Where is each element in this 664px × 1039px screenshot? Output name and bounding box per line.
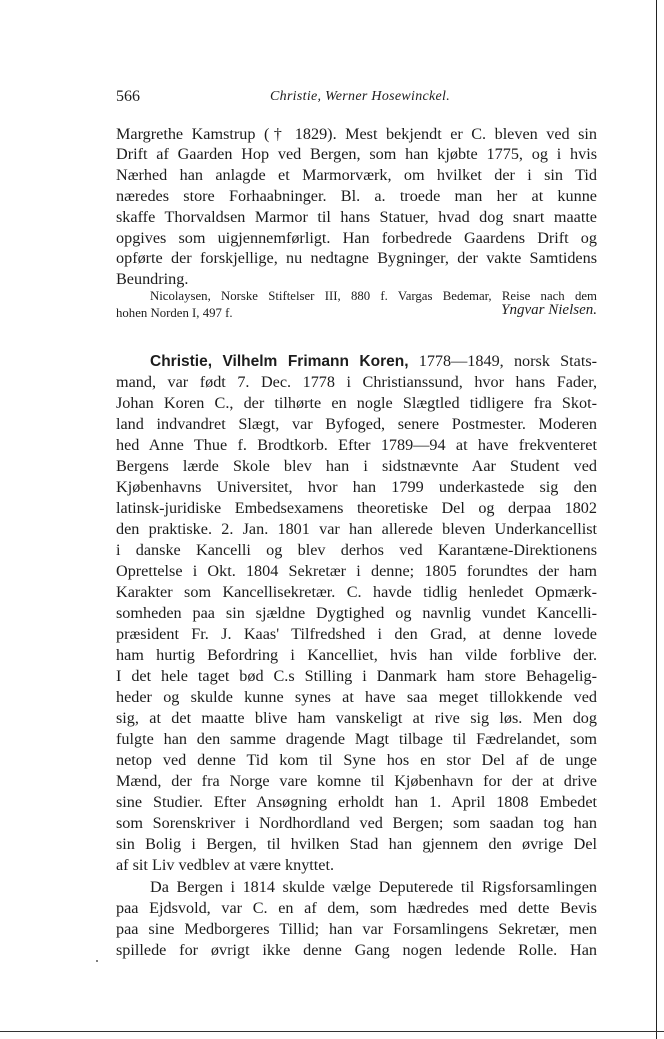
entry-first-line-rest: 1778—1849, norsk Stats- <box>408 352 598 370</box>
text-line: Beundring. <box>116 270 189 288</box>
margin-speck <box>96 960 98 962</box>
text-line: ham hurtig Befordring i Kancelliet, hvis han vilde forblive der. <box>116 646 597 664</box>
text-line: somheden paa sin sjældne Dygtighed og navnlig vundet Kancelli- <box>116 604 597 622</box>
text-line: mand, var født 7. Dec. 1778 i Christianssund, hvor hans Fader, <box>116 373 597 391</box>
text-line: Kjøbenhavns Universitet, hvor han 1799 underkastede sig den <box>116 478 597 496</box>
entry-name: Christie, Vilhelm Frimann Koren, <box>150 353 409 370</box>
author-signature: Yngvar Nielsen. <box>501 302 597 318</box>
text-line: Karakter som Kancellisekretær. C. havde tidlig henledet Opmærk- <box>116 583 597 601</box>
page-edge-right <box>656 0 657 1039</box>
text-line: latinsk-juridiske Embedsexamens theoretiske Del og derpaa 1802 <box>116 499 597 517</box>
running-head: Christie, Werner Hosewinckel. <box>270 89 451 104</box>
text-line: Nærhed han anlagde et Marmorværk, om hvilket der i sin Tid <box>116 166 597 184</box>
text-line: paa Ejdsvold, var C. en af dem, som hædredes med dette Bevis <box>116 899 597 917</box>
entry-heading-line <box>150 351 597 371</box>
text-line: I det hele taget bød C.s Stilling i Danmark ham store Behagelig- <box>116 667 597 685</box>
text-line: som Sorenskriver i Nordhordland ved Bergen; som saadan tog han <box>116 814 597 832</box>
page-number: 566 <box>116 88 140 105</box>
text-line: Da Bergen i 1814 skulde vælge Deputerede til Rigsforsamlingen <box>150 878 597 896</box>
text-line: sin Bolig i Bergen, til hvilken Stad han gjennem den øvrige Del <box>116 835 597 853</box>
text-line: Oprettelse i Okt. 1804 Sekretær i denne; 1805 forundtes der ham <box>116 562 597 580</box>
text-line: sine Studier. Efter Ansøgning erholdt han 1. April 1808 Embedet <box>116 793 597 811</box>
text-line: den praktiske. 2. Jan. 1801 var han allerede bleven Underkancellist <box>116 520 597 538</box>
text-line: præsident Fr. J. Kaas' Tilfredshed i den Grad, at denne lovede <box>116 625 597 643</box>
reference-line: Nicolaysen, Norske Stiftelser III, 880 f. Vargas Bedemar, Reise nach dem <box>150 289 597 303</box>
text-line: i danske Kancelli og blev derhos ved Karantæne-Direktionens <box>116 541 597 559</box>
text-line: netop ved denne Tid kom til Syne hos en stor Del af de unge <box>116 751 597 769</box>
text-line: Bergens lærde Skole blev han i sidstnævnte Aar Student ved <box>116 457 597 475</box>
reference-line: hohen Norden I, 497 f. <box>116 306 233 320</box>
text-line: heder og skulde kunne synes at have saa meget tillokkende ved <box>116 688 597 706</box>
text-line: paa sine Medborgeres Tillid; han var Forsamlingens Sekretær, men <box>116 920 597 938</box>
text-line: fulgte han den samme dragende Magt tilbage til Fædrelandet, som <box>116 730 597 748</box>
text-line: Margrethe Kamstrup († 1829). Mest bekjendt er C. bleven ved sin <box>116 125 597 143</box>
page-edge-bottom <box>0 1031 664 1032</box>
text-line: hed Anne Thue f. Brodtkorb. Efter 1789—94 at have frekventeret <box>116 436 597 454</box>
text-line: spillede for øvrigt ikke denne Gang nogen ledende Rolle. Han <box>116 941 597 959</box>
text-line: af sit Liv vedblev at være knyttet. <box>116 856 335 874</box>
text-line: Johan Koren C., der tilhørte en nogle Slægtled tidligere fra Skot- <box>116 394 597 412</box>
text-line: skaffe Thorvaldsen Marmor til hans Statuer, hvad dog snart maatte <box>116 208 597 226</box>
text-line: næredes store Forhaabninger. Bl. a. troede man her at kunne <box>116 187 597 205</box>
text-line: opførte der forskjellige, nu nedtagne Bygninger, der vakte Samtidens <box>116 249 597 267</box>
text-line: Mænd, der fra Norge vare komne til Kjøbenhavn for der at drive <box>116 772 597 790</box>
text-line: Drift af Gaarden Hop ved Bergen, som han kjøbte 1775, og i hvis <box>116 145 597 163</box>
text-line: land indvandret Slægt, var Byfoged, senere Postmester. Moderen <box>116 415 597 433</box>
text-line: opgives som uigjennemførligt. Han forbedrede Gaardens Drift og <box>116 229 597 247</box>
text-line: sig, at det maatte blive ham vanskeligt at rive sig løs. Men dog <box>116 709 597 727</box>
